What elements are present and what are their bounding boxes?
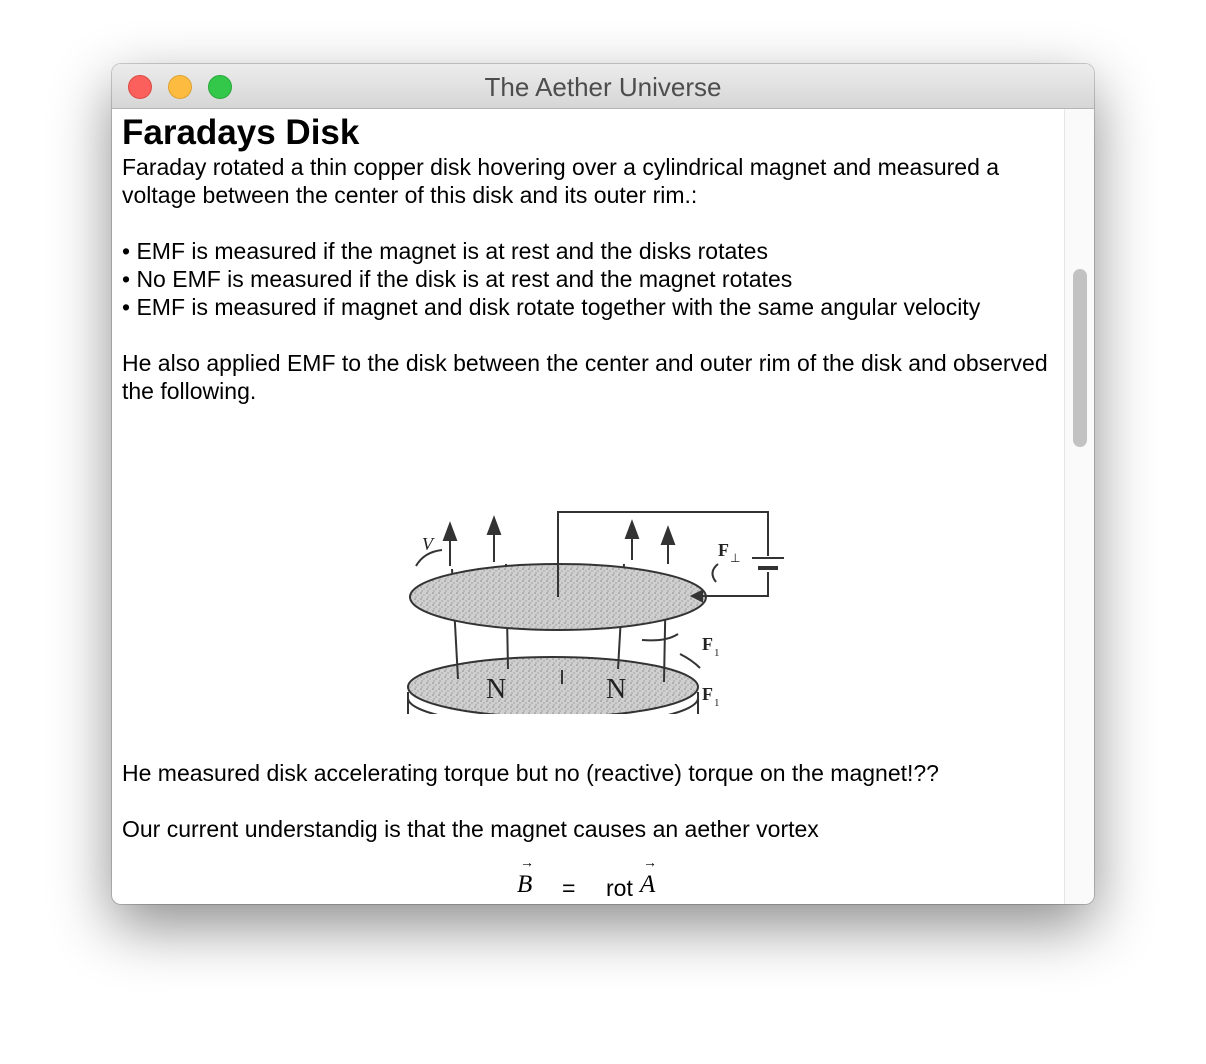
velocity-label: V	[422, 534, 433, 554]
force-two-label: F	[702, 684, 713, 704]
observation-list	[122, 237, 1052, 321]
list-item: • EMF is measured if the magnet is at rest and the disks rotates	[122, 238, 768, 264]
force-one-label: F	[702, 634, 713, 654]
north-pole-left: N	[486, 674, 507, 705]
scrollbar-thumb[interactable]	[1073, 269, 1087, 447]
document-content[interactable]	[112, 109, 1064, 904]
faraday-disk-diagram	[402, 454, 792, 714]
page-title: Faradays Disk	[122, 113, 360, 152]
list-item: • EMF is measured if magnet and disk rotate together with the same angular velocity	[122, 294, 981, 320]
magnet-face	[408, 657, 698, 714]
formula-b-vector: → B	[517, 871, 532, 899]
force-perp-label: F	[718, 540, 729, 560]
app-window	[112, 64, 1094, 904]
north-pole-right: N	[606, 674, 627, 705]
list-item: • No EMF is measured if the disk is at rest and the magnet rotates	[122, 266, 793, 292]
applied-emf-paragraph: He also applied EMF to the disk between the center and outer rim of the disk and observed the following.	[122, 350, 1048, 404]
formula-rot: rot	[606, 875, 633, 901]
formula-equals: =	[562, 875, 576, 901]
intro-paragraph: Faraday rotated a thin copper disk hovering over a cylindrical magnet and measured a voltage between the center of this disk and its outer rim.:	[122, 154, 1000, 208]
understanding-paragraph: Our current understandig is that the magnet causes an aether vortex	[122, 816, 819, 842]
force-perp-subscript: ⊥	[730, 551, 741, 565]
force-one-subscript: 1	[714, 647, 720, 659]
title-bar[interactable]	[112, 64, 1094, 109]
window-title: The Aether Universe	[484, 72, 722, 102]
force-two-subscript: 1	[714, 697, 720, 709]
formula-a-vector: → A	[640, 871, 655, 899]
vertical-scrollbar[interactable]	[1064, 109, 1094, 904]
torque-paragraph: He measured disk accelerating torque but no (reactive) torque on the magnet!??	[122, 760, 939, 786]
